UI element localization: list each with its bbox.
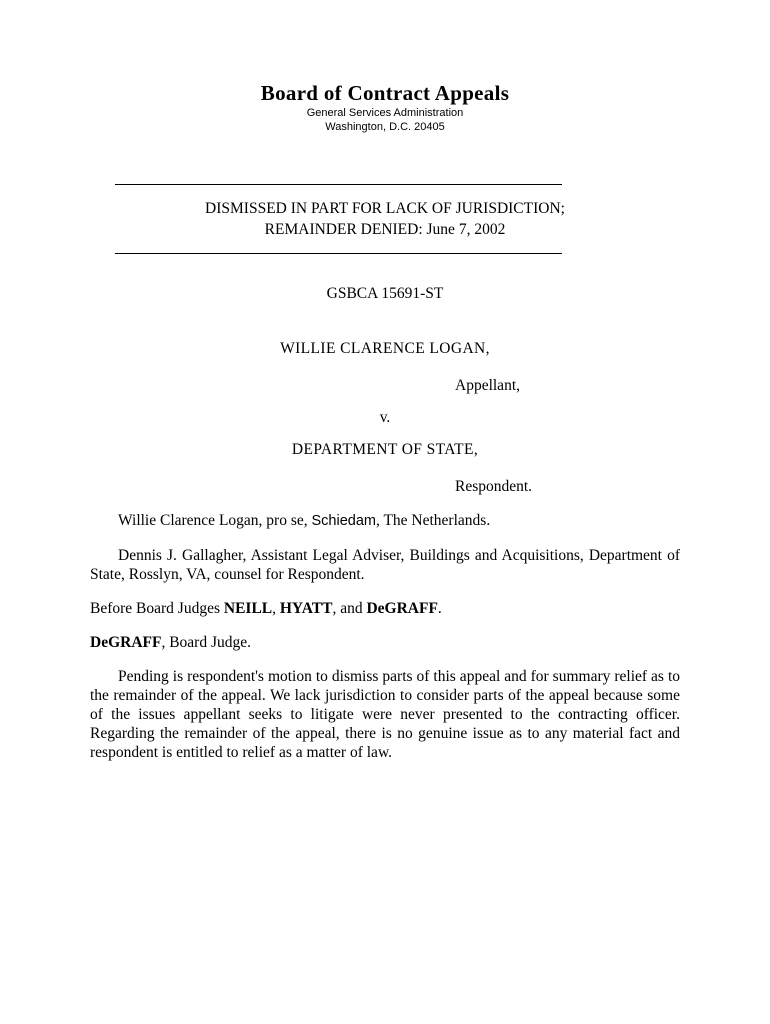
panel-separator-2: , and <box>332 600 367 617</box>
appellant-role: Appellant, <box>455 377 520 394</box>
respondent-name: DEPARTMENT OF STATE, <box>291 441 479 458</box>
ruling-text <box>90 198 680 240</box>
appellant-counsel-tail: , The Netherlands. <box>375 512 491 529</box>
panel-separator-1: , <box>272 600 280 617</box>
authoring-judge-name: DeGRAFF <box>90 634 162 651</box>
appellant-name: WILLIE CLARENCE LOGAN, <box>280 340 490 357</box>
versus-label: v. <box>379 409 391 426</box>
agency-address: Washington, D.C. 20405 <box>325 121 445 133</box>
case-number: GSBCA 15691-ST <box>326 285 444 302</box>
divider-top <box>115 184 562 185</box>
judge-name-neill: NEILL <box>223 600 273 617</box>
appellant-counsel-text: Willie Clarence Logan, pro se, <box>118 512 312 529</box>
appellant-counsel-paragraph <box>90 511 680 531</box>
respondent-role: Respondent. <box>455 478 533 495</box>
authoring-judge-line <box>90 633 680 652</box>
document-header <box>90 80 680 134</box>
ruling-block <box>90 184 680 254</box>
authoring-judge-title: , Board Judge. <box>161 634 251 651</box>
ruling-line-1: DISMISSED IN PART FOR LACK OF JURISDICTION; <box>205 200 565 217</box>
panel-line <box>90 599 680 618</box>
panel-period: . <box>437 600 442 617</box>
panel-prefix: Before Board Judges <box>90 600 224 617</box>
opinion-paragraph: Pending is respondent's motion to dismiss parts of this appeal and for summary relief as to the remainder of the appeal. We lack jurisdiction to consider parts of the appeal because some of the issues appellant seeks to litigate were never presented to the contracting officer. Regarding the remainder of the appeal, there is no genuine issue as to any material fact and respondent is entitled to relief as a matter of law. <box>90 668 680 761</box>
ruling-line-2: REMAINDER DENIED: June 7, 2002 <box>264 221 506 238</box>
respondent-counsel-paragraph: Dennis J. Gallagher, Assistant Legal Adviser, Buildings and Acquisitions, Department of State, Rosslyn, VA, counsel for Respondent. <box>90 547 680 583</box>
court-title: Board of Contract Appeals <box>260 81 510 105</box>
judge-name-hyatt: HYATT <box>279 600 333 617</box>
agency-name: General Services Administration <box>306 107 464 119</box>
judge-name-degraff: DeGRAFF <box>366 600 438 617</box>
divider-bottom <box>115 253 562 254</box>
appellant-counsel-city: Schiedam <box>311 513 376 529</box>
